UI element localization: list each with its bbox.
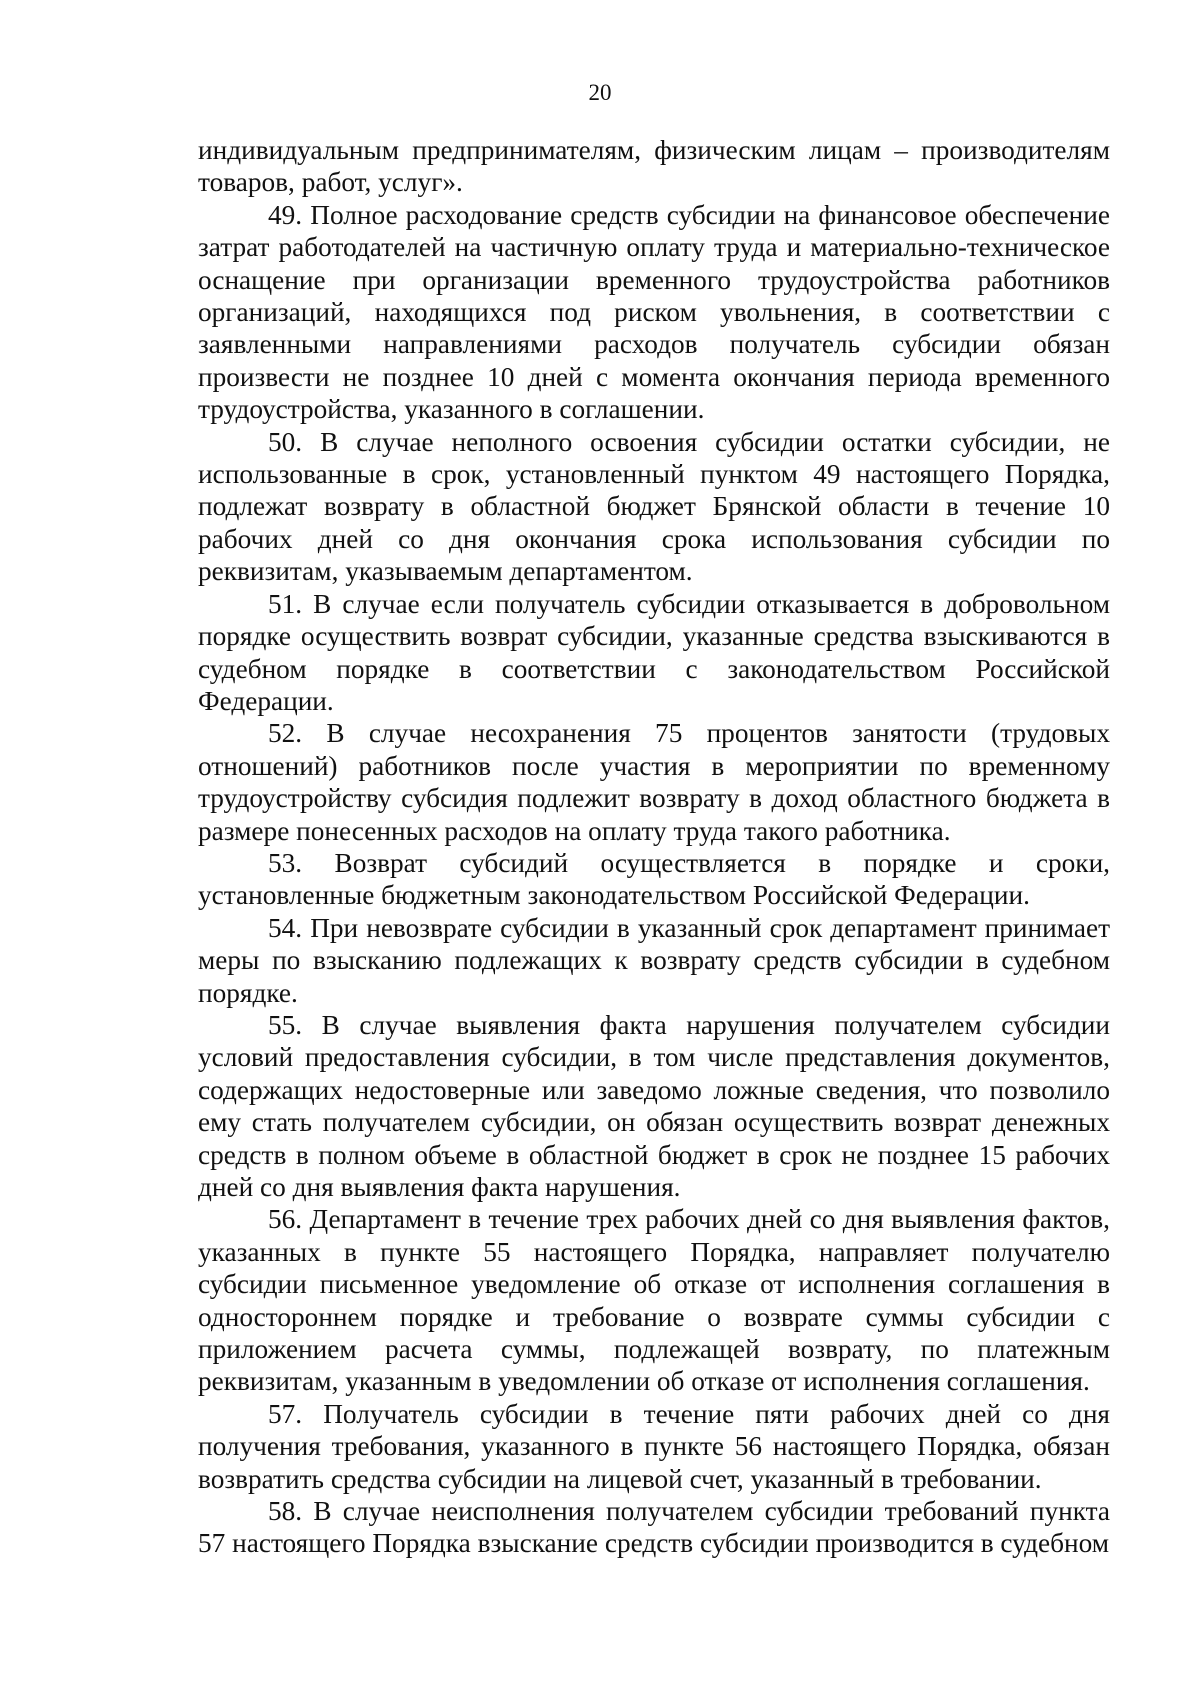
paragraph-number: 58.	[268, 1496, 303, 1527]
paragraph-continuation	[198, 134, 1110, 199]
paragraph-text: В случае если получатель субсидии отказывается в добровольном порядке осуществить возврат субсидии, указанные средства взыскиваются в судебном порядке в соответствии с законодательством Российской Федерации.	[198, 588, 1111, 716]
paragraph-text: В случае неисполнения получателем субсидии требований пункта 57 настоящего Порядка взыскание средств субсидии производится в судебном	[198, 1496, 1111, 1559]
paragraph-number: 54.	[268, 912, 303, 943]
paragraph-55	[198, 1009, 1110, 1203]
paragraph-text: Получатель субсидии в течение пяти рабочих дней со дня получения требования, указанного в пункте 56 настоящего Порядка, обязан возвратить средства субсидии на лицевой счет, указанный в требовании.	[198, 1398, 1110, 1494]
paragraph-number: 51.	[268, 588, 303, 619]
paragraph-58	[198, 1495, 1110, 1560]
paragraph-text: индивидуальным предпринимателям, физическим лицам – производителям товаров, работ, услуг».	[198, 135, 1110, 198]
paragraph-56	[198, 1203, 1110, 1397]
paragraph-text: Департамент в течение трех рабочих дней со дня выявления фактов, указанных в пункте 55 настоящего Порядка, направляет получателю субсидии письменное уведомление об отказе от исполнения соглашения в одностороннем порядке и требование о возврате суммы субсидии с приложением расчета суммы, подлежащей возврату, по платежным реквизитам, указанным в уведомлении об отказе от исполнения соглашения.	[198, 1204, 1111, 1397]
paragraph-54	[198, 912, 1110, 1009]
paragraph-text: Возврат субсидий осуществляется в порядке и сроки, установленные бюджетным законодательством Российской Федерации.	[198, 847, 1110, 911]
paragraph-text: При невозврате субсидии в указанный срок департамент принимает меры по взысканию подлежащих к возврату средств субсидии в судебном порядке.	[198, 912, 1110, 1008]
paragraph-57	[198, 1398, 1110, 1495]
paragraph-number: 56.	[268, 1204, 303, 1235]
paragraph-52	[198, 717, 1110, 847]
paragraph-text: В случае выявления факта нарушения получателем субсидии условий предоставления субсидии, в том числе представления документов, содержащих недостоверные или заведомо ложные сведения, что позволило ему стать получателем субсидии, он обязан осуществить возврат денежных средств в полном объеме в областной бюджет в срок не позднее 15 рабочих дней со дня выявления факта нарушения.	[198, 1009, 1111, 1202]
paragraph-text: В случае неполного освоения субсидии остатки субсидии, не использованные в срок, установленный пунктом 49 настоящего Порядка, подлежат возврату в областной бюджет Брянской области в течение 10 рабочих дней со дня окончания срока использования субсидии по реквизитам, указываемым департаментом.	[198, 426, 1110, 587]
paragraph-number: 55.	[268, 1009, 303, 1040]
paragraph-text: В случае несохранения 75 процентов занятости (трудовых отношений) работников после участия в мероприятии по временному трудоустройству субсидия подлежит возврату в доход областного бюджета в размере понесенных расходов на оплату труда такого работника.	[198, 718, 1110, 846]
paragraph-number: 49.	[268, 199, 303, 230]
paragraph-50	[198, 426, 1110, 588]
paragraph-number: 53.	[268, 847, 303, 878]
paragraph-53	[198, 847, 1110, 912]
paragraph-51	[198, 588, 1110, 718]
paragraph-number: 50.	[268, 426, 303, 457]
paragraph-number: 57.	[268, 1398, 303, 1429]
paragraph-text: Полное расходование средств субсидии на финансовое обеспечение затрат работодателей на частичную оплату труда и материально-техническое оснащение при организации временного трудоустройства работников организаций, находящихся под риском увольнения, в соответствии с заявленными направлениями расходов получатель субсидии обязан произвести не позднее 10 дней с момента окончания периода временного трудоустройства, указанного в соглашении.	[198, 199, 1110, 425]
page-number: 20	[588, 80, 612, 105]
document-body	[198, 134, 1110, 1560]
paragraph-49	[198, 199, 1110, 426]
paragraph-number: 52.	[268, 718, 303, 749]
